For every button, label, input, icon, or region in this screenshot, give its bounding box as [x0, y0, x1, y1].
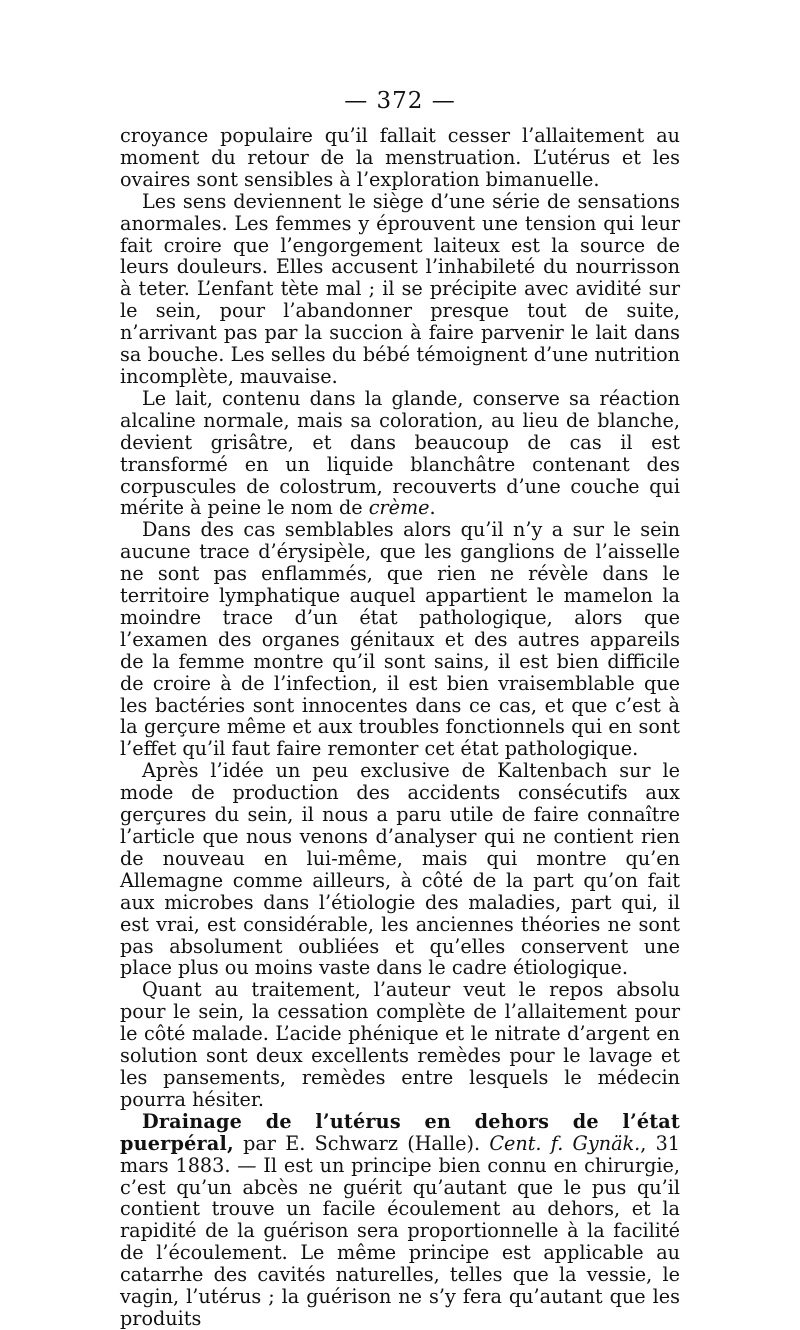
- body-text: [120, 125, 680, 1330]
- paragraph: Quant au traitement, l’auteur veut le repos absolu pour le sein, la cessation complète de l’allaitement pour le côté malade. L’acide phénique et le nitrate d’argent en solution sont deux excellents remèdes pour le lavage et les pansements, remèdes entre lesquels le médecin pourra hésiter.: [120, 978, 680, 1111]
- journal-name: Cent. f. Gynäk.: [489, 1131, 641, 1155]
- article-body: — Il est un principe bien connu en chirurgie, c’est qu’un abcès ne guérit qu’autant que le pus qu’il contient trouve un facile écoulement au dehors, et la rapidité de la guérison sera proportionnelle à la facilité de l’écoulement. Le même principe est applicable au catarrhe des cavités naturelles, telles que la vessie, le vagin, l’utérus ; la guérison ne s’y fera qu’autant que les produits: [120, 1153, 680, 1330]
- paragraph-text: .: [429, 496, 436, 520]
- paragraph: [120, 388, 680, 519]
- article-title: Drainage de l’utérus en dehors de l’état puerpéral,: [120, 1109, 680, 1155]
- emphasis-word: crème: [368, 496, 430, 520]
- article-entry: [120, 1111, 680, 1330]
- paragraph: Dans des cas semblables alors qu’il n’y a sur le sein aucune trace d’érysipèle, que les ganglions de l’aisselle ne sont pas enflammés, que rien ne révèle dans le territoire lymphatique auquel appartient le mamelon la moindre trace d’un état pathologique, alors que l’examen des organes génitaux et des autres appareils de la femme montre qu’il sont sains, il est bien difficile de croire à de l’infection, il est bien vraisemblable que les bactéries sont innocentes dans ce cas, et que c’est à la gerçure même et aux troubles fonctionnels qui en sont l’effet qu’il faut faire remonter cet état pathologique.: [120, 518, 680, 761]
- paragraph-text: Le lait, contenu dans la glande, conserve sa réaction alcaline normale, mais sa coloration, au lieu de blanche, devient grisâtre, et dans beaucoup de cas il est transformé en un liquide blanchâtre contenant des corpuscules de colostrum, recouverts d’une couche qui mérite à peine le nom de: [120, 386, 680, 520]
- paragraph: Les sens deviennent le siège d’une série de sensations anormales. Les femmes y éprouvent une tension qui leur fait croire que l’engorgement laiteux est la source de leurs douleurs. Elles accusent l’inhabileté du nourrisson à teter. L’enfant tète mal ; il se précipite avec avidité sur le sein, pour l’abandonner presque tout de suite, n’arrivant pas par la succion à faire parvenir le lait dans sa bouche. Les selles du bébé témoignent d’une nutrition incomplète, mauvaise.: [120, 189, 680, 388]
- page-number: — 372 —: [344, 88, 456, 114]
- article-date: , 31 mars 1883.: [120, 1131, 680, 1177]
- paragraph: croyance populaire qu’il fallait cesser l’allaitement au moment du retour de la menstruation. L’utérus et les ovaires sont sensibles à l’exploration bimanuelle.: [120, 124, 680, 191]
- article-author: par E. Schwarz (Halle).: [233, 1131, 490, 1155]
- paragraph: Après l’idée un peu exclusive de Kaltenbach sur le mode de production des accidents consécutifs aux gerçures du sein, il nous a paru utile de faire connaître l’article que nous venons d’analyser qui ne contient rien de nouveau en lui-même, mais qui montre qu’en Allemagne comme ailleurs, à côté de la part qu’on fait aux microbes dans l’étiologie des maladies, part qui, il est vrai, est considérable, les anciennes théories ne sont pas absolument oubliées et qu’elles conservent une place plus ou moins vaste dans le cadre étiologique.: [120, 759, 680, 980]
